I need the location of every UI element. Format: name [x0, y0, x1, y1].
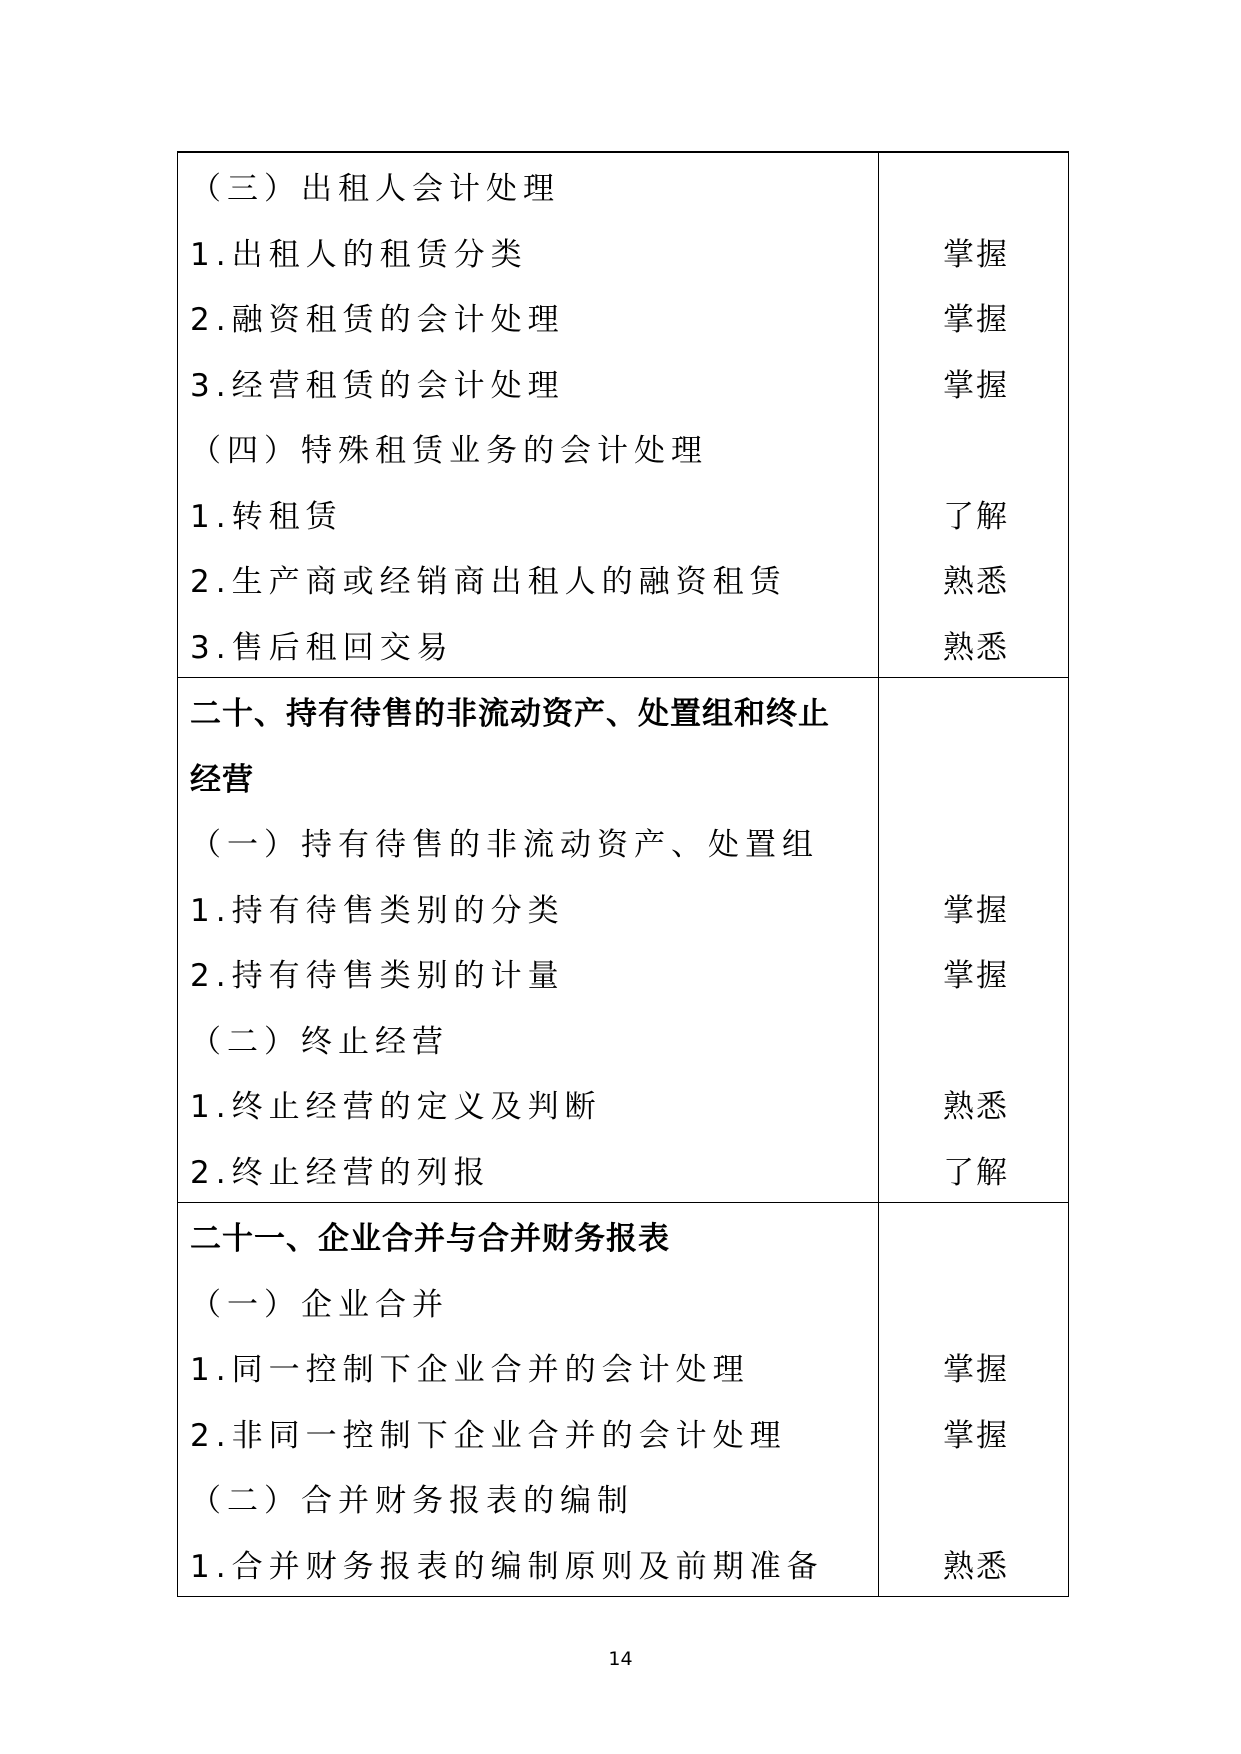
table-row	[178, 1137, 1068, 1203]
table-row	[178, 940, 1068, 1006]
chapter-heading: 经营	[190, 761, 254, 798]
table-row	[178, 350, 1068, 416]
topic-text: 1.出租人的租赁分类	[190, 236, 528, 273]
mastery-level: 掌握	[943, 302, 1009, 339]
table-row	[178, 1269, 1068, 1335]
topic-text: 3.售后租回交易	[190, 629, 454, 666]
column-divider	[878, 152, 879, 1596]
table-row	[178, 1400, 1068, 1466]
mastery-level: 掌握	[943, 958, 1009, 995]
topic-text: （一）持有待售的非流动资产、处置组	[190, 827, 819, 864]
table-row	[178, 415, 1068, 481]
mastery-level: 了解	[943, 1154, 1009, 1191]
mastery-level: 掌握	[943, 236, 1009, 273]
table-row	[178, 546, 1068, 612]
table-section	[178, 1202, 1068, 1596]
topic-text: 1.终止经营的定义及判断	[190, 1089, 602, 1126]
mastery-level: 熟悉	[943, 564, 1009, 601]
topic-text: 2.融资租赁的会计处理	[190, 302, 565, 339]
table-row	[178, 153, 1068, 219]
topic-text: 2.终止经营的列报	[190, 1154, 491, 1191]
topic-text: （二）合并财务报表的编制	[190, 1483, 634, 1520]
topic-text: （四）特殊租赁业务的会计处理	[190, 433, 708, 470]
table-section	[178, 677, 1068, 1202]
table-row	[178, 1531, 1068, 1597]
topic-text: 1.合并财务报表的编制原则及前期准备	[190, 1548, 824, 1585]
mastery-level: 熟悉	[943, 629, 1009, 666]
table-row	[178, 481, 1068, 547]
table-row	[178, 1203, 1068, 1269]
topic-text: 2.持有待售类别的计量	[190, 958, 565, 995]
syllabus-table	[177, 151, 1069, 1597]
table-row	[178, 678, 1068, 744]
mastery-level: 熟悉	[943, 1089, 1009, 1126]
chapter-heading: 二十一、企业合并与合并财务报表	[190, 1221, 670, 1258]
table-row	[178, 1465, 1068, 1531]
chapter-heading: 二十、持有待售的非流动资产、处置组和终止	[190, 696, 830, 733]
mastery-level: 掌握	[943, 1352, 1009, 1389]
mastery-level: 熟悉	[943, 1548, 1009, 1585]
table-row	[178, 284, 1068, 350]
table-row	[178, 744, 1068, 810]
topic-text: 1.同一控制下企业合并的会计处理	[190, 1352, 750, 1389]
topic-text: 2.非同一控制下企业合并的会计处理	[190, 1417, 787, 1454]
table-row	[178, 612, 1068, 678]
topic-text: （二）终止经营	[190, 1023, 449, 1060]
topic-text: （一）企业合并	[190, 1286, 449, 1323]
mastery-level: 了解	[943, 498, 1009, 535]
table-row	[178, 1334, 1068, 1400]
topic-text: 3.经营租赁的会计处理	[190, 367, 565, 404]
topic-text: 2.生产商或经销商出租人的融资租赁	[190, 564, 787, 601]
table-row	[178, 219, 1068, 285]
table-section	[178, 152, 1068, 677]
mastery-level: 掌握	[943, 1417, 1009, 1454]
topic-text: 1.转租赁	[190, 498, 343, 535]
topic-text: （三）出租人会计处理	[190, 171, 560, 208]
mastery-level: 掌握	[943, 367, 1009, 404]
topic-text: 1.持有待售类别的分类	[190, 892, 565, 929]
table-row	[178, 1071, 1068, 1137]
page-number: 14	[608, 1648, 633, 1670]
table-row	[178, 875, 1068, 941]
table-row	[178, 809, 1068, 875]
table-row	[178, 1006, 1068, 1072]
mastery-level: 掌握	[943, 892, 1009, 929]
